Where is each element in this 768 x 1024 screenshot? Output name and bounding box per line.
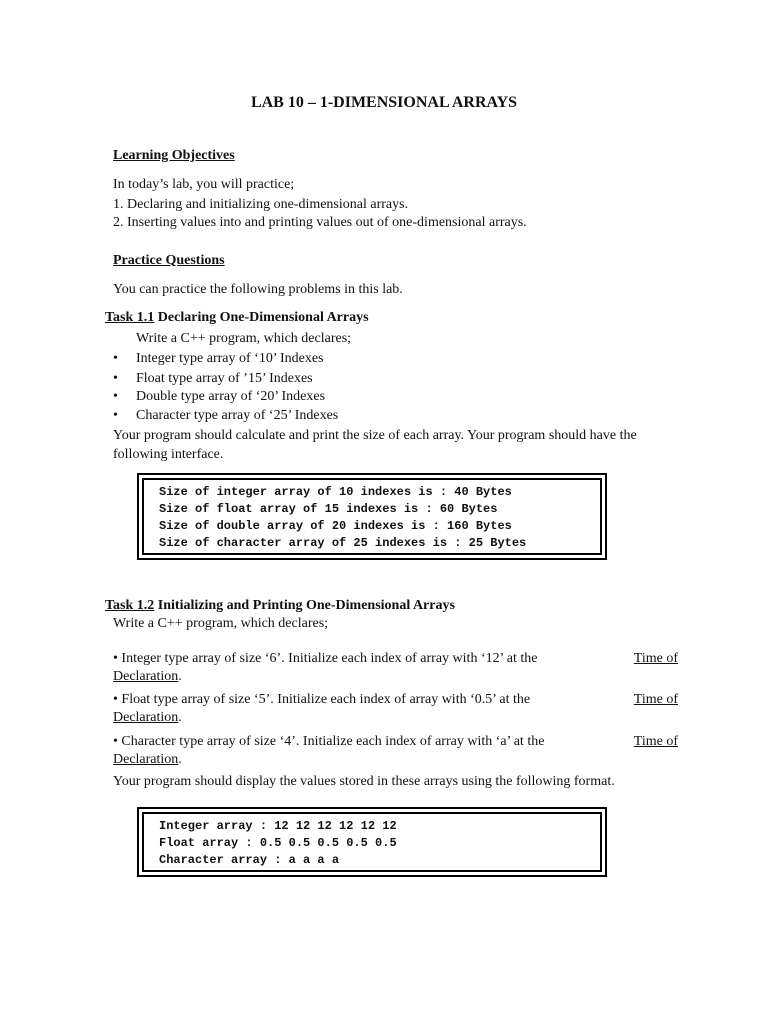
practice-questions-heading: Practice Questions — [113, 253, 225, 268]
bullet-text: • Character type array of size ‘4’. Initialize each index of array with ‘a’ at the — [113, 734, 545, 749]
task-1-2-bullet-2 — [113, 691, 678, 727]
task-1-1-output-box — [137, 473, 607, 560]
learning-objectives-heading: Learning Objectives — [113, 148, 235, 163]
output-line: Size of float array of 15 indexes is : 60 Bytes — [159, 502, 498, 516]
learning-intro: In today’s lab, you will practice; — [113, 177, 295, 192]
output-line: Character array : a a a a — [159, 853, 340, 867]
task-1-1-bullet-3: • Double type array of ‘20’ Indexes — [136, 388, 325, 406]
period: . — [178, 752, 182, 767]
page-title: LAB 10 – 1-DIMENSIONAL ARRAYS — [250, 94, 518, 111]
task-1-2-output-box — [137, 807, 607, 877]
task-1-1-heading — [105, 309, 369, 327]
task-1-2-label: Task 1.2 — [105, 598, 155, 613]
output-line: Size of integer array of 10 indexes is : 40 Bytes — [159, 485, 512, 499]
task-1-2-heading — [105, 597, 455, 615]
output-line: Integer array : 12 12 12 12 12 12 — [159, 819, 397, 833]
task-1-1-bullet-1: • Integer type array of ‘10’ Indexes — [136, 350, 323, 368]
task-1-1-output-frame — [142, 478, 602, 555]
output-line: Size of character array of 25 indexes is : 25 Bytes — [159, 536, 527, 550]
task-1-1-para-line-2: following interface. — [113, 447, 224, 462]
task-1-1-bullet-4: • Character type array of ‘25’ Indexes — [136, 407, 338, 425]
practice-intro: You can practice the following problems in this lab. — [113, 282, 403, 297]
output-line: Size of double array of 20 indexes is : 160 Bytes — [159, 519, 512, 533]
bullet-text: • Float type array of size ‘5’. Initialize each index of array with ‘0.5’ at the — [113, 692, 531, 707]
bullet-text: • Integer type array of size ‘6’. Initialize each index of array with ‘12’ at the — [113, 651, 538, 666]
declaration-link: Declaration — [113, 669, 179, 684]
task-1-1-para-line-1: Your program should calculate and print the size of each array. Your program should have the — [113, 428, 637, 443]
task-1-1-title: Declaring One-Dimensional Arrays — [157, 310, 369, 325]
task-1-2-title: Initializing and Printing One-Dimensional Arrays — [157, 598, 455, 613]
time-of-link: Time of — [633, 734, 678, 749]
task-1-1-intro: Write a C++ program, which declares; — [136, 331, 352, 346]
task-1-2-bullet-1 — [113, 650, 678, 686]
declaration-link: Declaration — [113, 752, 179, 767]
learning-item-1: 1. Declaring and initializing one-dimensional arrays. — [113, 197, 409, 212]
task-1-2-output-frame — [142, 812, 602, 872]
time-of-link: Time of — [633, 692, 678, 707]
output-line: Float array : 0.5 0.5 0.5 0.5 0.5 — [159, 836, 397, 850]
task-1-2-para: Your program should display the values stored in these arrays using the following format. — [113, 774, 615, 789]
period: . — [178, 710, 182, 725]
task-1-1-label: Task 1.1 — [105, 310, 155, 325]
time-of-link: Time of — [633, 651, 678, 666]
period: . — [178, 669, 182, 684]
task-1-2-intro: Write a C++ program, which declares; — [113, 616, 329, 631]
task-1-2-bullet-3 — [113, 733, 678, 769]
task-1-1-bullet-2: • Float type array of ’15’ Indexes — [136, 370, 313, 388]
learning-item-2: 2. Inserting values into and printing values out of one-dimensional arrays. — [113, 215, 527, 230]
declaration-link: Declaration — [113, 710, 179, 725]
